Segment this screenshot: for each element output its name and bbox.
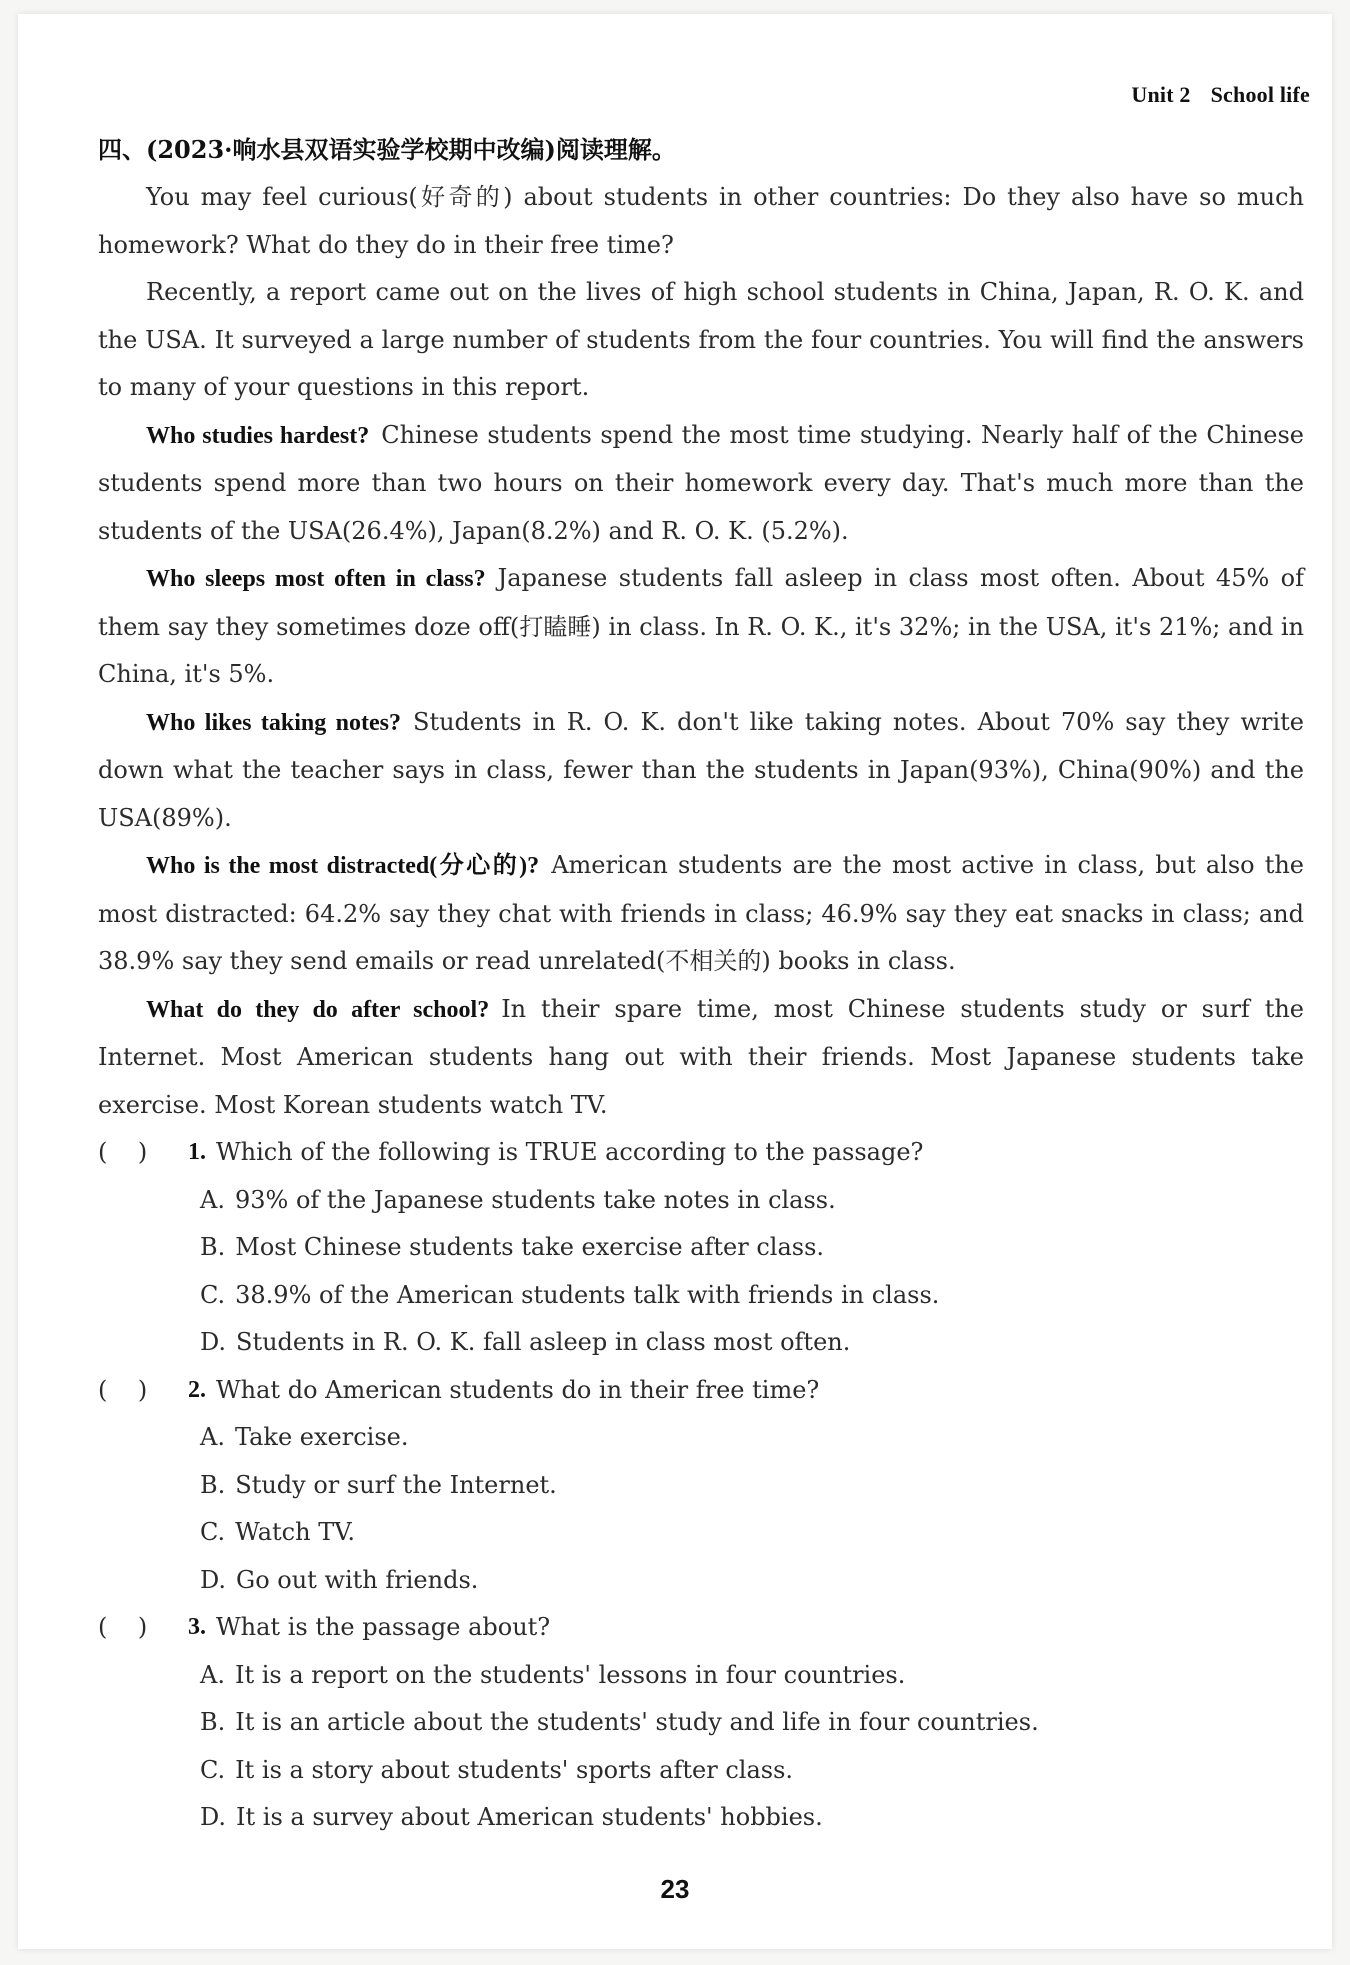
option-a[interactable] xyxy=(200,1652,1304,1700)
option-letter: B. xyxy=(200,1470,226,1499)
question-stem xyxy=(98,1604,1304,1652)
answer-bracket[interactable]: ( ) xyxy=(98,1613,148,1641)
passage-paragraph-1: You may feel curious(好奇的) about students in other countries: Do they also have so much homework? What do they do in their free time? xyxy=(98,183,1304,259)
option-letter: B. xyxy=(200,1233,226,1261)
question-text: What is the passage about? xyxy=(216,1613,551,1641)
option-letter: C. xyxy=(200,1518,226,1546)
option-text: 93% of the Japanese students take notes in class. xyxy=(234,1185,836,1214)
option-text: It is a story about students' sports after class. xyxy=(235,1755,794,1784)
option-d[interactable] xyxy=(200,1319,1304,1367)
passage-paragraph-3 xyxy=(98,412,1304,556)
section-title: 四、(2023·响水县双语实验学校期中改编)阅读理解。 xyxy=(98,135,676,164)
option-text: Students in R. O. K. fall asleep in class most often. xyxy=(236,1328,851,1356)
option-letter: A. xyxy=(200,1660,225,1689)
question-2 xyxy=(98,1367,1304,1605)
option-b[interactable] xyxy=(200,1699,1304,1747)
question-stem xyxy=(98,1367,1304,1415)
question-number: 1. xyxy=(188,1139,206,1165)
option-text: 38.9% of the American students talk with friends in class. xyxy=(235,1280,940,1309)
option-text: Most Chinese students take exercise after class. xyxy=(235,1233,825,1261)
option-text: Go out with friends. xyxy=(236,1565,479,1594)
question-stem xyxy=(98,1129,1304,1177)
paragraph-body: In their spare time, most Chinese students study or surf the Internet. Most American students hang out with their friends. Most Japanese students take exercise. Most Korean students watch TV. xyxy=(98,994,1305,1119)
option-a[interactable] xyxy=(200,1177,1304,1225)
paragraph-body: Students in R. O. K. don't like taking notes. About 70% say they write down what the teacher says in class, fewer than the students in Japan(93%), China(90%) and the USA(89%). xyxy=(98,707,1305,832)
running-head xyxy=(1131,82,1310,108)
option-d[interactable] xyxy=(200,1794,1304,1842)
option-c[interactable] xyxy=(200,1747,1304,1795)
answer-options xyxy=(98,1414,1304,1604)
question-3 xyxy=(98,1604,1304,1842)
option-letter: D. xyxy=(200,1565,227,1594)
paragraph-lead-question: What do they do after school? xyxy=(146,996,490,1023)
option-letter: D. xyxy=(200,1803,227,1831)
question-number: 2. xyxy=(188,1376,206,1403)
paragraph-lead-question: Who is the most distracted(分心的)? xyxy=(146,853,540,879)
paragraph-lead-question: Who likes taking notes? xyxy=(146,709,401,736)
paragraph-body: American students are the most active in class, but also the most distracted: 64.2% say they chat with friends in class; 46.9% say they eat snacks in class; and 38.9% say they send emails or read unrelated(不相关的) books in class. xyxy=(98,851,1304,975)
passage-paragraph-7 xyxy=(98,986,1304,1130)
answer-bracket[interactable]: ( ) xyxy=(98,1138,148,1166)
option-d[interactable] xyxy=(200,1557,1304,1605)
question-text: What do American students do in their free time? xyxy=(216,1375,820,1404)
question-1 xyxy=(98,1129,1304,1367)
option-c[interactable] xyxy=(200,1272,1304,1320)
option-text: Watch TV. xyxy=(235,1518,355,1546)
passage-paragraph-2: Recently, a report came out on the lives of high school students in China, Japan, R. O. K. and the USA. It surveyed a large number of students from the four countries. You will find the answers to many of your questions in this report. xyxy=(98,278,1304,401)
option-letter: D. xyxy=(200,1328,227,1356)
question-number: 3. xyxy=(188,1614,206,1640)
textbook-page xyxy=(18,14,1332,1949)
paragraph-lead-question: Who sleeps most often in class? xyxy=(146,566,486,592)
unit-topic: School life xyxy=(1210,82,1310,107)
option-b[interactable] xyxy=(200,1462,1304,1510)
answer-options xyxy=(98,1177,1304,1367)
unit-label: Unit 2 xyxy=(1131,82,1191,107)
option-letter: B. xyxy=(200,1708,226,1736)
option-letter: A. xyxy=(200,1185,225,1214)
answer-options xyxy=(98,1652,1304,1842)
option-text: It is an article about the students' study and life in four countries. xyxy=(235,1708,1039,1736)
option-a[interactable] xyxy=(200,1414,1304,1462)
paragraph-body: Chinese students spend the most time studying. Nearly half of the Chinese students spend more than two hours on their homework every day. That's much more than the students of the USA(26.4%), Japan(8.2%) and R. O. K. (5.2%). xyxy=(98,420,1304,545)
passage-paragraph-5 xyxy=(98,699,1304,843)
option-letter: C. xyxy=(200,1280,226,1309)
option-letter: C. xyxy=(200,1755,226,1784)
option-b[interactable] xyxy=(200,1224,1304,1272)
option-text: Take exercise. xyxy=(234,1423,409,1451)
option-text: Study or surf the Internet. xyxy=(235,1470,557,1499)
answer-bracket[interactable]: ( ) xyxy=(98,1375,148,1404)
question-text: Which of the following is TRUE according to the passage? xyxy=(216,1138,924,1166)
page-number: 23 xyxy=(660,1874,690,1904)
paragraph-body: Japanese students fall asleep in class most often. About 45% of them say they sometimes doze off(打瞌睡) in class. In R. O. K., it's 32%; in the USA, it's 21%; and in China, it's 5%. xyxy=(98,564,1305,688)
option-text: It is a report on the students' lessons in four countries. xyxy=(234,1660,906,1689)
passage-paragraph-6 xyxy=(98,842,1304,986)
passage-paragraph-4 xyxy=(98,555,1304,699)
paragraph-lead-question: Who studies hardest? xyxy=(146,422,370,449)
page-content xyxy=(98,132,1304,1842)
option-text: It is a survey about American students' hobbies. xyxy=(236,1803,823,1831)
option-c[interactable] xyxy=(200,1509,1304,1557)
option-letter: A. xyxy=(200,1423,225,1451)
